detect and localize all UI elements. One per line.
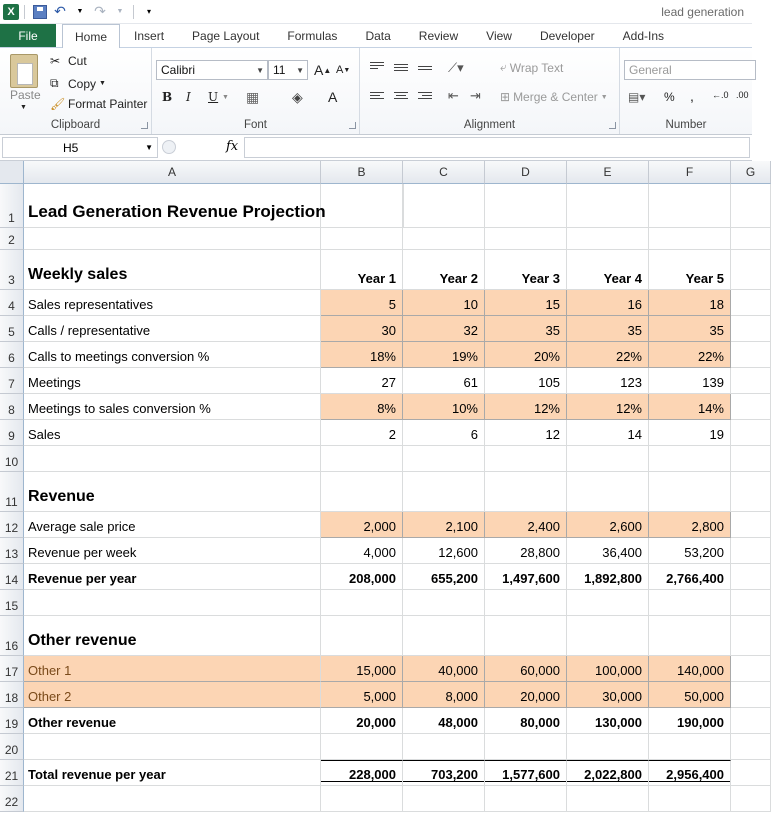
cell-c15[interactable] <box>403 590 485 616</box>
value-cell[interactable]: 14% <box>649 394 731 420</box>
cell-f22[interactable] <box>649 786 731 812</box>
value-cell[interactable]: 19% <box>403 342 485 368</box>
cell-g11[interactable] <box>731 472 771 512</box>
row-header-11[interactable]: 11 <box>0 472 24 512</box>
row-header-19[interactable]: 19 <box>0 708 24 734</box>
italic-button[interactable]: I <box>186 90 191 104</box>
wrap-text-button[interactable] <box>500 60 563 75</box>
cell-b16[interactable] <box>321 616 403 656</box>
tab-page-layout[interactable]: Page Layout <box>192 28 260 43</box>
cell-c10[interactable] <box>403 446 485 472</box>
cut-button[interactable] <box>50 54 87 68</box>
cell-b2[interactable] <box>321 228 403 250</box>
value-cell[interactable]: 208,000 <box>321 564 403 590</box>
value-cell[interactable]: 139 <box>649 368 731 394</box>
section-heading-revenue[interactable]: Revenue <box>24 472 321 512</box>
merge-center-label: Merge & Center <box>513 90 598 104</box>
undo-icon[interactable]: ↶ <box>54 3 66 19</box>
row-header-14[interactable]: 14 <box>0 564 24 590</box>
tab-developer[interactable]: Developer <box>539 28 595 43</box>
value-cell[interactable]: 27 <box>321 368 403 394</box>
tab-insert[interactable]: Insert <box>134 28 165 43</box>
cell-g3[interactable] <box>731 250 771 290</box>
increase-decimal-icon[interactable]: ←.0 <box>712 90 729 100</box>
value-cell[interactable]: 53,200 <box>649 538 731 564</box>
merge-dropdown-icon: ▼ <box>600 93 608 101</box>
row-header-9[interactable]: 9 <box>0 420 24 446</box>
cell-e11[interactable] <box>567 472 649 512</box>
tab-file[interactable]: File <box>0 24 56 47</box>
total-value-cell[interactable]: 2,956,400 <box>649 760 731 786</box>
formula-bar-resize-icon[interactable] <box>162 140 176 154</box>
cell-g2[interactable] <box>731 228 771 250</box>
copy-label: Copy <box>68 76 97 91</box>
cell-a22[interactable] <box>24 786 321 812</box>
tab-data[interactable]: Data <box>365 28 391 43</box>
align-right-icon[interactable] <box>418 92 432 104</box>
cell-a20[interactable] <box>24 734 321 760</box>
tab-formulas[interactable]: Formulas <box>287 28 338 43</box>
cell-d16[interactable] <box>485 616 567 656</box>
tab-review[interactable]: Review <box>418 28 459 43</box>
row-header-8[interactable]: 8 <box>0 394 24 420</box>
column-header-f[interactable]: F <box>649 161 731 184</box>
value-cell[interactable]: 123 <box>567 368 649 394</box>
cell-f20[interactable] <box>649 734 731 760</box>
value-cell[interactable]: 36,400 <box>567 538 649 564</box>
cell-d15[interactable] <box>485 590 567 616</box>
value-cell[interactable]: 10 <box>403 290 485 316</box>
copy-button[interactable] <box>50 76 106 91</box>
cell-a10[interactable] <box>24 446 321 472</box>
cell-c16[interactable] <box>403 616 485 656</box>
year-header[interactable]: Year 2 <box>403 250 485 290</box>
alignment-group-label: Alignment <box>463 119 516 131</box>
value-cell[interactable]: 50,000 <box>649 682 731 708</box>
value-cell[interactable]: 22% <box>567 342 649 368</box>
value-cell[interactable]: 28,800 <box>485 538 567 564</box>
align-bottom-icon[interactable] <box>418 66 432 78</box>
value-cell[interactable]: 22% <box>649 342 731 368</box>
cell-c2[interactable] <box>403 228 485 250</box>
fill-color-icon[interactable]: ◈ <box>292 89 303 105</box>
cell-b11[interactable] <box>321 472 403 512</box>
value-cell[interactable]: 2,800 <box>649 512 731 538</box>
value-cell[interactable]: 12 <box>485 420 567 446</box>
total-value-cell[interactable]: 2,022,800 <box>567 760 649 786</box>
font-name-value: Calibri <box>161 63 196 77</box>
copy-dropdown-icon: ▼ <box>99 80 106 87</box>
value-cell[interactable]: 190,000 <box>649 708 731 734</box>
row-header-18[interactable]: 18 <box>0 682 24 708</box>
value-cell[interactable]: 80,000 <box>485 708 567 734</box>
wrap-text-icon: ⤶ <box>500 60 507 74</box>
value-cell[interactable]: 130,000 <box>567 708 649 734</box>
chevron-down-icon: ▼ <box>145 143 153 152</box>
cell-e20[interactable] <box>567 734 649 760</box>
cell-b15[interactable] <box>321 590 403 616</box>
total-value-cell[interactable]: 1,577,600 <box>485 760 567 786</box>
cell-g13[interactable] <box>731 538 771 564</box>
cell-d2[interactable] <box>485 228 567 250</box>
ribbon-tabs <box>0 24 752 48</box>
cell-f11[interactable] <box>649 472 731 512</box>
value-cell[interactable]: 12% <box>567 394 649 420</box>
align-left-icon[interactable] <box>370 92 384 104</box>
row-label[interactable]: Revenue per week <box>24 538 321 564</box>
sheet-title[interactable]: Lead Generation Revenue Projection <box>24 184 404 228</box>
tab-add-ins[interactable]: Add-Ins <box>622 28 665 43</box>
value-cell[interactable]: 15,000 <box>321 656 403 682</box>
cell-g1[interactable] <box>731 184 771 228</box>
year-header[interactable]: Year 1 <box>321 250 403 290</box>
redo-icon[interactable]: ↷ <box>94 3 106 19</box>
alignment-group <box>360 48 620 134</box>
cell-e2[interactable] <box>567 228 649 250</box>
value-cell[interactable]: 16 <box>567 290 649 316</box>
value-cell[interactable]: 20,000 <box>321 708 403 734</box>
paste-label: Paste <box>10 88 41 102</box>
value-cell[interactable]: 8% <box>321 394 403 420</box>
tab-view[interactable]: View <box>486 28 512 43</box>
cell-g12[interactable] <box>731 512 771 538</box>
value-cell[interactable]: 30,000 <box>567 682 649 708</box>
row-header-21[interactable]: 21 <box>0 760 24 786</box>
merge-center-button[interactable] <box>500 90 608 104</box>
column-header-e[interactable]: E <box>567 161 649 184</box>
year-header[interactable]: Year 4 <box>567 250 649 290</box>
year-header[interactable]: Year 5 <box>649 250 731 290</box>
column-header-a[interactable]: A <box>24 161 321 184</box>
cell-e22[interactable] <box>567 786 649 812</box>
orientation-icon[interactable]: ⟋▾ <box>448 60 464 75</box>
value-cell[interactable]: 5 <box>321 290 403 316</box>
clipboard-group <box>0 48 152 134</box>
merge-icon: ⊞ <box>500 90 511 104</box>
section-heading-other-revenue[interactable]: Other revenue <box>24 616 321 656</box>
cell-g7[interactable] <box>731 368 771 394</box>
font-size-value: 11 <box>273 63 286 77</box>
select-all-corner[interactable] <box>0 161 24 184</box>
row-label[interactable]: Other 1 <box>24 656 321 682</box>
cell-g4[interactable] <box>731 290 771 316</box>
clipboard-launcher-icon[interactable] <box>141 122 148 129</box>
paste-icon[interactable] <box>10 54 38 88</box>
cell-c20[interactable] <box>403 734 485 760</box>
value-cell[interactable]: 18% <box>321 342 403 368</box>
copy-icon: ⧉ <box>50 76 59 90</box>
row-header-1[interactable]: 1 <box>0 184 24 228</box>
row-header-6[interactable]: 6 <box>0 342 24 368</box>
cell-g22[interactable] <box>731 786 771 812</box>
align-top-icon[interactable] <box>370 62 384 74</box>
value-cell[interactable]: 14 <box>567 420 649 446</box>
cell-d20[interactable] <box>485 734 567 760</box>
value-cell[interactable]: 4,000 <box>321 538 403 564</box>
cell-b22[interactable] <box>321 786 403 812</box>
row-label[interactable]: Sales <box>24 420 321 446</box>
cell-g17[interactable] <box>731 656 771 682</box>
value-cell[interactable]: 10% <box>403 394 485 420</box>
number-format-select[interactable] <box>624 60 756 80</box>
font-color-icon[interactable]: A <box>328 89 338 105</box>
number-group-label: Number <box>665 119 707 131</box>
format-painter-label: Format Painter <box>68 97 148 111</box>
total-value-cell[interactable]: 703,200 <box>403 760 485 786</box>
row-header-13[interactable]: 13 <box>0 538 24 564</box>
cell-g10[interactable] <box>731 446 771 472</box>
cell-g15[interactable] <box>731 590 771 616</box>
cell-f16[interactable] <box>649 616 731 656</box>
cell-a15[interactable] <box>24 590 321 616</box>
cell-e15[interactable] <box>567 590 649 616</box>
cell-f10[interactable] <box>649 446 731 472</box>
chevron-down-icon: ▼ <box>256 65 264 75</box>
cell-d10[interactable] <box>485 446 567 472</box>
scissors-icon: ✂ <box>50 54 61 68</box>
cell-f15[interactable] <box>649 590 731 616</box>
value-cell[interactable]: 18 <box>649 290 731 316</box>
increase-indent-icon[interactable]: ⇥ <box>470 88 481 103</box>
row-label-total[interactable]: Total revenue per year <box>24 760 321 786</box>
row-label[interactable]: Calls to meetings conversion % <box>24 342 321 368</box>
cell-d22[interactable] <box>485 786 567 812</box>
value-cell[interactable]: 1,497,600 <box>485 564 567 590</box>
value-cell[interactable]: 35 <box>649 316 731 342</box>
cell-f1[interactable] <box>649 184 731 228</box>
cell-g21[interactable] <box>731 760 771 786</box>
separator <box>24 5 25 19</box>
paintbrush-icon: 🖌 <box>50 97 66 111</box>
bold-button[interactable]: B <box>162 90 173 104</box>
row-label[interactable]: Average sale price <box>24 512 321 538</box>
value-cell[interactable]: 12% <box>485 394 567 420</box>
comma-style-button[interactable]: , <box>690 88 694 104</box>
row-header-16[interactable]: 16 <box>0 616 24 656</box>
total-value-cell[interactable]: 228,000 <box>321 760 403 786</box>
value-cell[interactable]: 20,000 <box>485 682 567 708</box>
value-cell[interactable]: 12,600 <box>403 538 485 564</box>
font-group-label: Font <box>243 119 267 131</box>
value-cell[interactable]: 2,600 <box>567 512 649 538</box>
cell-b10[interactable] <box>321 446 403 472</box>
value-cell[interactable]: 35 <box>567 316 649 342</box>
value-cell[interactable]: 1,892,800 <box>567 564 649 590</box>
row-header-20[interactable]: 20 <box>0 734 24 760</box>
clipboard-group-label: Clipboard <box>50 119 101 131</box>
cell-g9[interactable] <box>731 420 771 446</box>
percent-style-button[interactable]: % <box>664 90 675 104</box>
value-cell[interactable]: 655,200 <box>403 564 485 590</box>
value-cell[interactable]: 40,000 <box>403 656 485 682</box>
cell-e1[interactable] <box>567 184 649 228</box>
cell-e10[interactable] <box>567 446 649 472</box>
cell-g8[interactable] <box>731 394 771 420</box>
cell-d1[interactable] <box>485 184 567 228</box>
alignment-launcher-icon[interactable] <box>609 122 616 129</box>
number-format-value: General <box>629 63 672 77</box>
row-header-7[interactable]: 7 <box>0 368 24 394</box>
value-cell[interactable]: 35 <box>485 316 567 342</box>
underline-dropdown-icon[interactable]: ▼ <box>222 94 229 101</box>
font-name-select[interactable] <box>156 60 268 80</box>
currency-format-icon[interactable]: ▤▾ <box>628 90 646 104</box>
insert-function-icon[interactable]: fx <box>226 139 239 154</box>
row-header-2[interactable]: 2 <box>0 228 24 250</box>
decrease-decimal-icon[interactable]: .00 <box>736 90 749 100</box>
value-cell[interactable]: 2,100 <box>403 512 485 538</box>
borders-icon[interactable]: ▦ <box>246 89 260 105</box>
row-header-4[interactable]: 4 <box>0 290 24 316</box>
font-size-select[interactable] <box>268 60 308 80</box>
font-group <box>152 48 360 134</box>
value-cell[interactable]: 20% <box>485 342 567 368</box>
value-cell[interactable]: 60,000 <box>485 656 567 682</box>
column-header-d[interactable]: D <box>485 161 567 184</box>
save-icon[interactable] <box>31 3 49 21</box>
column-header-b[interactable]: B <box>321 161 403 184</box>
value-cell[interactable]: 5,000 <box>321 682 403 708</box>
ribbon <box>0 48 752 135</box>
row-label[interactable]: Calls / representative <box>24 316 321 342</box>
row-header-5[interactable]: 5 <box>0 316 24 342</box>
cell-e16[interactable] <box>567 616 649 656</box>
column-header-g[interactable]: G <box>731 161 771 184</box>
undo-dropdown-icon[interactable]: ▼ <box>76 8 84 15</box>
row-header-17[interactable]: 17 <box>0 656 24 682</box>
wrap-text-label: Wrap Text <box>509 60 564 75</box>
cell-g6[interactable] <box>731 342 771 368</box>
redo-dropdown-icon[interactable]: ▼ <box>116 8 124 15</box>
value-cell[interactable]: 15 <box>485 290 567 316</box>
value-cell[interactable]: 2,400 <box>485 512 567 538</box>
decrease-indent-icon[interactable]: ⇤ <box>448 88 459 103</box>
cell-b20[interactable] <box>321 734 403 760</box>
row-label[interactable]: Other 2 <box>24 682 321 708</box>
chevron-down-icon: ▼ <box>296 65 304 75</box>
cell-d11[interactable] <box>485 472 567 512</box>
paste-dropdown-icon[interactable]: ▼ <box>20 104 27 111</box>
value-cell[interactable]: 19 <box>649 420 731 446</box>
row-header-15[interactable]: 15 <box>0 590 24 616</box>
row-header-3[interactable]: 3 <box>0 250 24 290</box>
name-box[interactable] <box>2 137 158 158</box>
value-cell[interactable]: 30 <box>321 316 403 342</box>
customize-toolbar-icon[interactable]: ▾ <box>146 7 151 16</box>
row-label[interactable]: Revenue per year <box>24 564 321 590</box>
column-header-c[interactable]: C <box>403 161 485 184</box>
row-label[interactable]: Other revenue <box>24 708 321 734</box>
row-header-12[interactable]: 12 <box>0 512 24 538</box>
value-cell[interactable]: 2,000 <box>321 512 403 538</box>
value-cell[interactable]: 61 <box>403 368 485 394</box>
title-bar <box>0 0 752 24</box>
row-header-10[interactable]: 10 <box>0 446 24 472</box>
underline-button[interactable]: U <box>208 90 219 104</box>
row-label[interactable]: Sales representatives <box>24 290 321 316</box>
align-center-icon[interactable] <box>394 92 408 104</box>
cell-g19[interactable] <box>731 708 771 734</box>
value-cell[interactable]: 2 <box>321 420 403 446</box>
section-heading-weekly-sales[interactable]: Weekly sales <box>24 250 321 290</box>
paste-button[interactable] <box>10 88 41 102</box>
formula-bar <box>0 135 752 161</box>
cell-g20[interactable] <box>731 734 771 760</box>
value-cell[interactable]: 32 <box>403 316 485 342</box>
excel-logo-icon[interactable]: X <box>2 3 20 21</box>
formula-input[interactable] <box>244 137 750 158</box>
value-cell[interactable]: 105 <box>485 368 567 394</box>
value-cell[interactable]: 6 <box>403 420 485 446</box>
number-group <box>620 48 760 134</box>
tab-home[interactable]: Home <box>62 24 120 48</box>
value-cell[interactable]: 48,000 <box>403 708 485 734</box>
row-label[interactable]: Meetings to sales conversion % <box>24 394 321 420</box>
name-box-value: H5 <box>63 140 79 155</box>
cell-g5[interactable] <box>731 316 771 342</box>
cell-c22[interactable] <box>403 786 485 812</box>
cell-a2[interactable] <box>24 228 321 250</box>
cell-c11[interactable] <box>403 472 485 512</box>
value-cell[interactable]: 8,000 <box>403 682 485 708</box>
cell-c1[interactable] <box>403 184 485 228</box>
grow-font-icon[interactable]: A ▲ <box>314 62 332 78</box>
row-label[interactable]: Meetings <box>24 368 321 394</box>
row-header-22[interactable]: 22 <box>0 786 24 812</box>
font-launcher-icon[interactable] <box>349 122 356 129</box>
cell-g18[interactable] <box>731 682 771 708</box>
window-title: lead generation <box>661 5 744 19</box>
value-cell[interactable]: 140,000 <box>649 656 731 682</box>
cell-g16[interactable] <box>731 616 771 656</box>
cell-f2[interactable] <box>649 228 731 250</box>
shrink-font-icon[interactable]: A ▼ <box>336 64 351 76</box>
cell-g14[interactable] <box>731 564 771 590</box>
value-cell[interactable]: 100,000 <box>567 656 649 682</box>
align-middle-icon[interactable] <box>394 64 408 76</box>
value-cell[interactable]: 2,766,400 <box>649 564 731 590</box>
year-header[interactable]: Year 3 <box>485 250 567 290</box>
format-painter-button[interactable] <box>50 97 147 111</box>
cut-label: Cut <box>68 54 87 68</box>
separator <box>133 5 134 19</box>
